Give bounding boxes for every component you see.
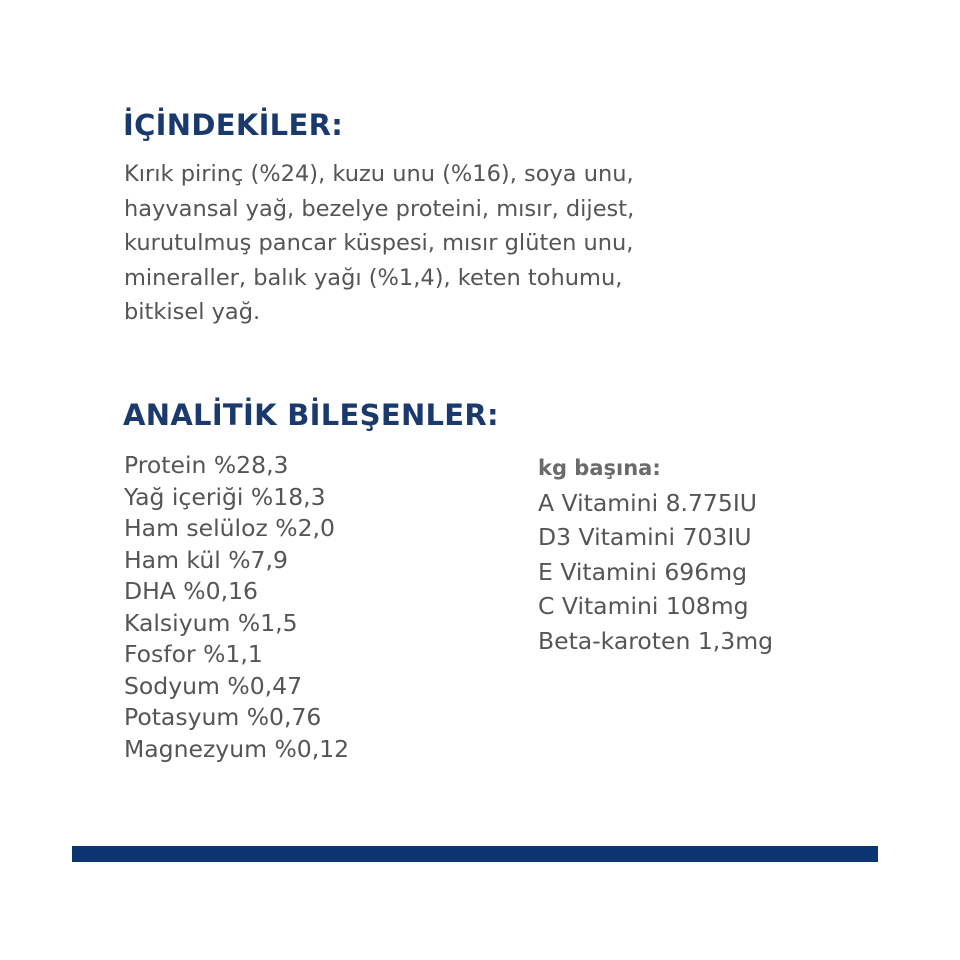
vitamin-item: E Vitamini 696mg: [538, 557, 747, 586]
nutrient-list: [124, 450, 349, 765]
ingredients-line: hayvansal yağ, bezelye proteini, mısır, dijest,: [124, 195, 635, 222]
ingredients-text: [124, 157, 844, 330]
ingredients-line: Kırık pirinç (%24), kuzu unu (%16), soya unu,: [124, 161, 634, 187]
nutrient-item: Magnezyum %0,12: [124, 734, 350, 763]
nutrient-item: Ham kül %7,9: [124, 545, 288, 574]
ingredients-line: bitkisel yağ.: [124, 299, 261, 325]
vitamin-item: C Vitamini 108mg: [538, 592, 749, 620]
nutrient-item: DHA %0,16: [124, 577, 258, 605]
nutrient-item: Sodyum %0,47: [124, 671, 303, 700]
per-kg-label: kg başına:: [538, 456, 661, 480]
vitamin-item: Beta-karoten 1,3mg: [538, 626, 774, 655]
ingredients-line: mineraller, balık yağı (%1,4), keten tohumu,: [124, 264, 623, 291]
nutrient-item: Protein %28,3: [124, 451, 289, 479]
vitamin-item: D3 Vitamini 703IU: [538, 523, 752, 551]
bottom-divider-bar: [72, 846, 878, 862]
nutrient-item: Kalsiyum %1,5: [124, 608, 298, 637]
per-kg-list: [538, 451, 773, 658]
analytic-components-heading: ANALİTİK BİLEŞENLER:: [123, 398, 499, 432]
nutrient-item: Fosfor %1,1: [124, 640, 263, 668]
ingredients-line: kurutulmuş pancar küspesi, mısır glüten unu,: [124, 230, 634, 256]
ingredients-heading: İÇİNDEKİLER:: [123, 108, 344, 142]
nutrient-item: Yağ içeriği %18,3: [124, 482, 326, 511]
nutrient-item: Ham selüloz %2,0: [124, 514, 335, 542]
vitamin-item: A Vitamini 8.775IU: [538, 488, 757, 517]
nutrient-item: Potasyum %0,76: [124, 703, 322, 731]
